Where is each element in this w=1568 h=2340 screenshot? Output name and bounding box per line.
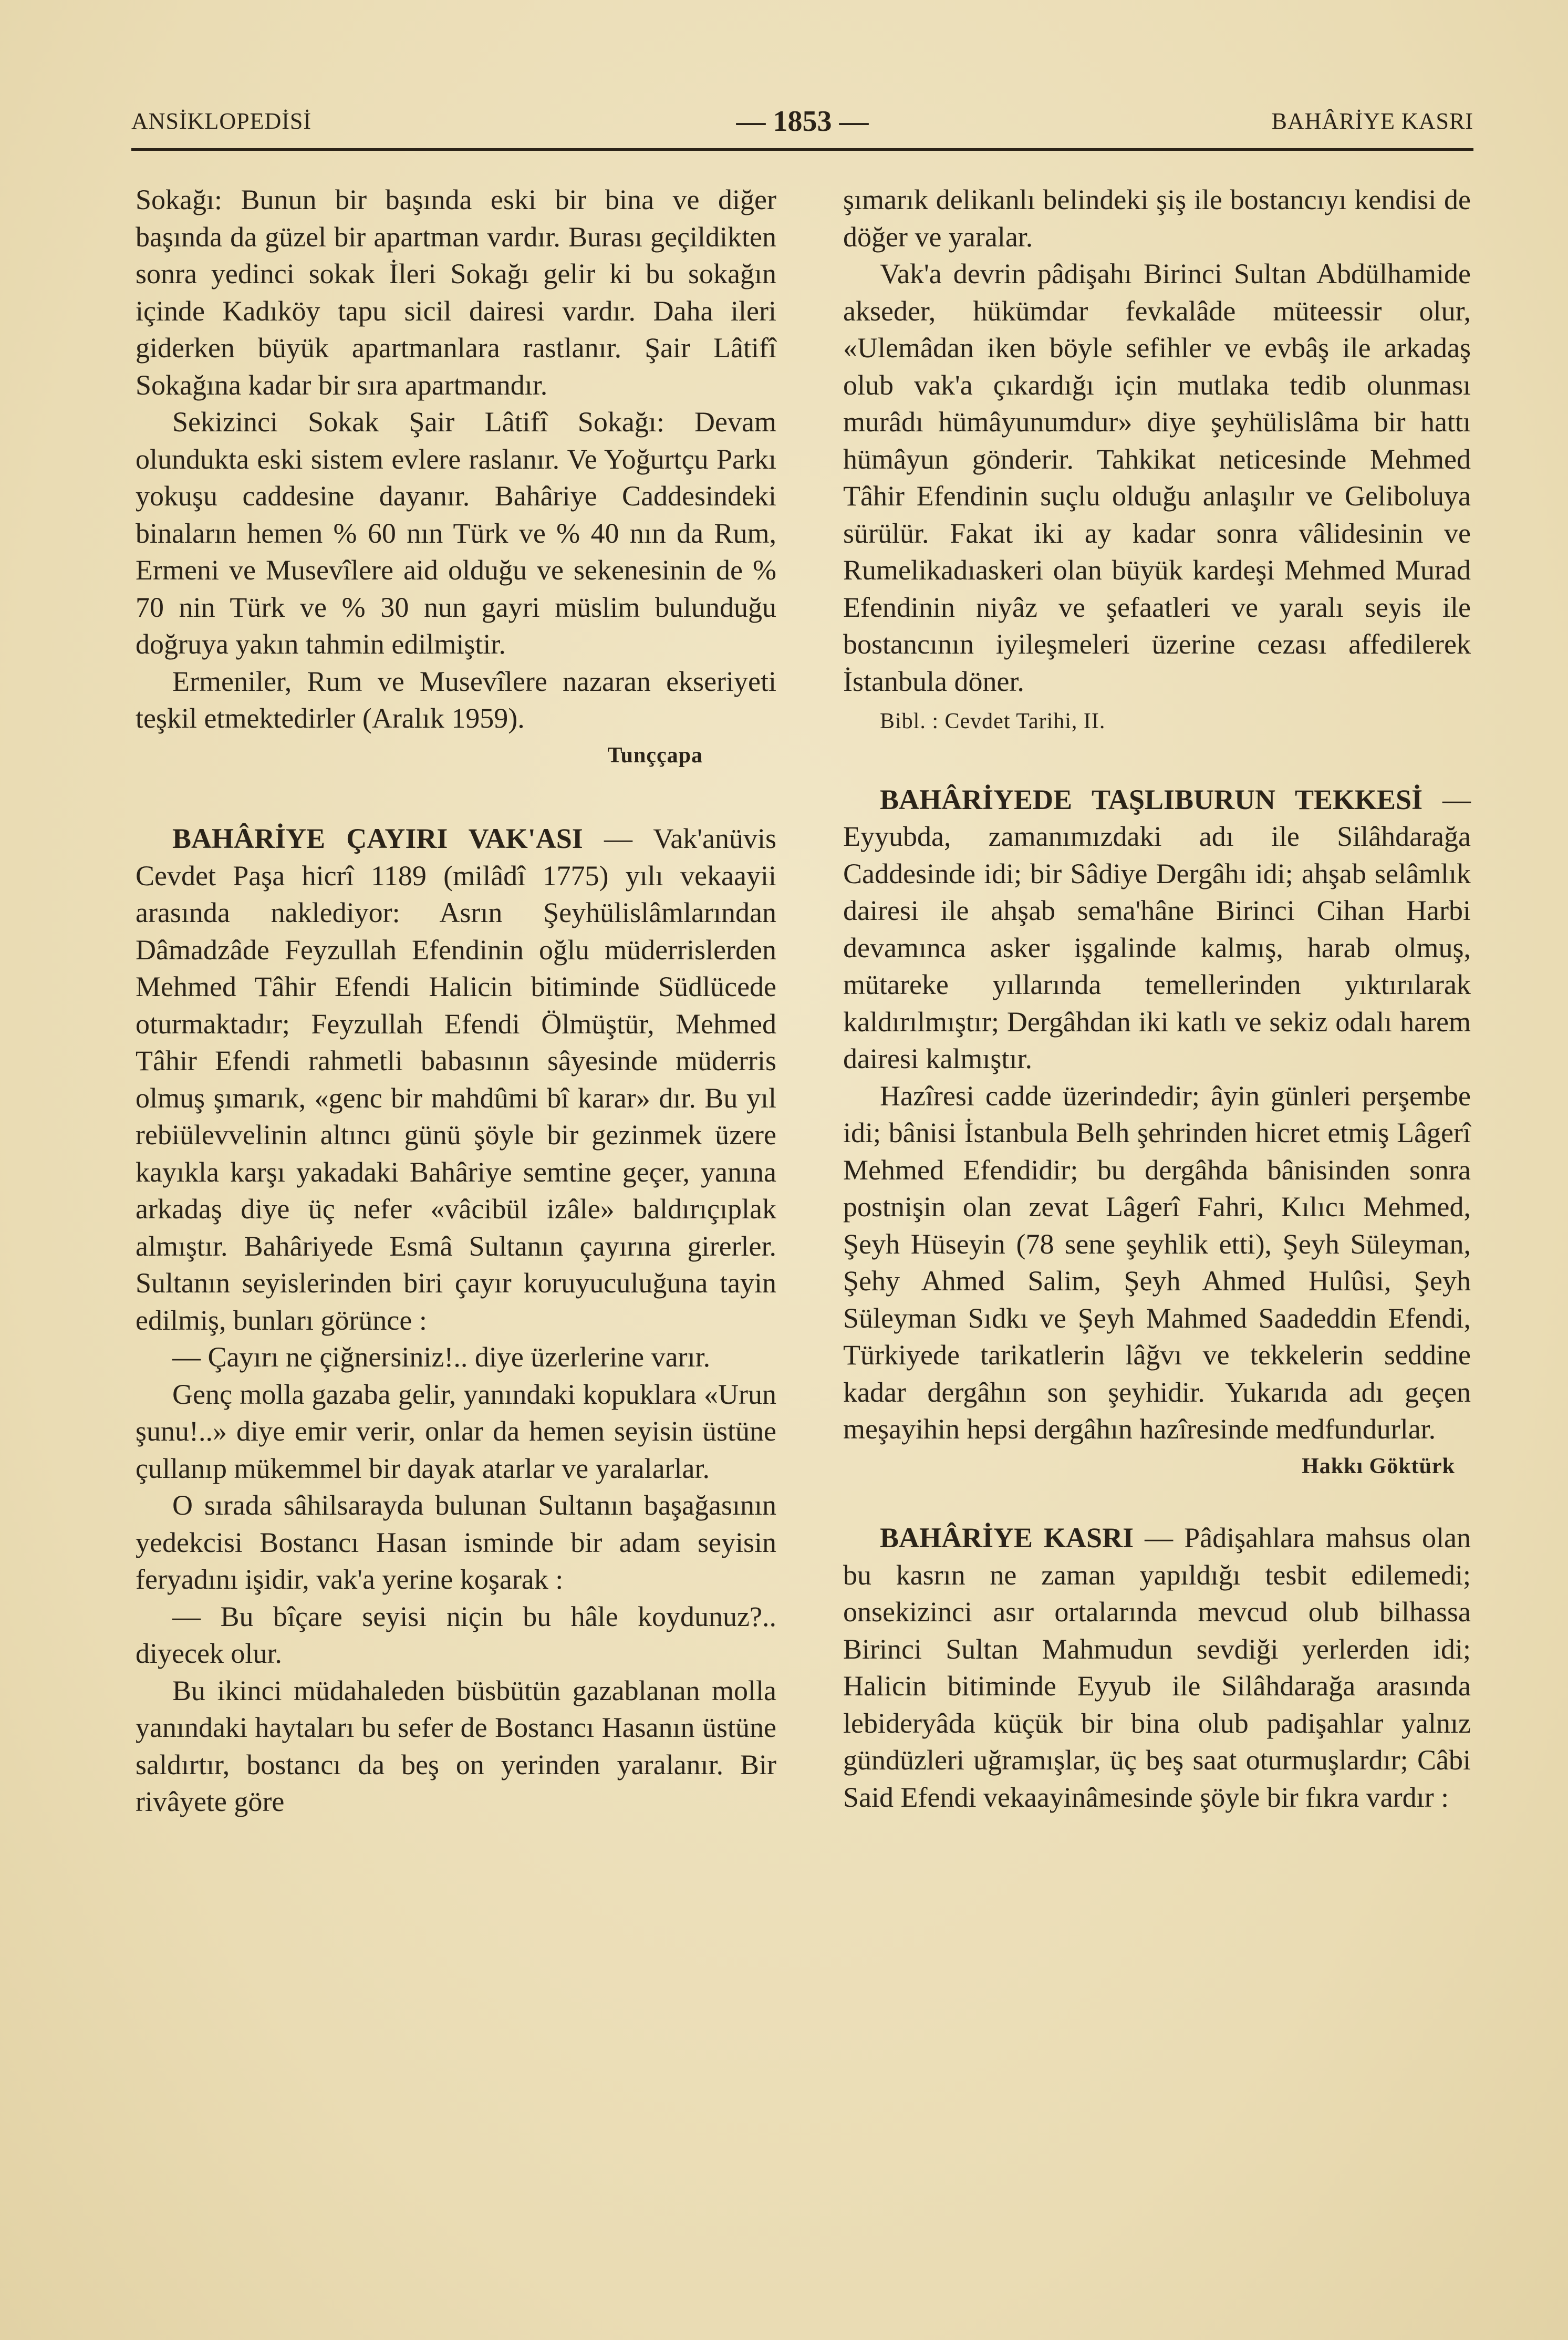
bibliography: Bibl. : Cevdet Tarihi, II. bbox=[880, 709, 1106, 733]
article-text: — Pâdişahlara mahsus olan bu kasrın ne zaman yapıldığı tesbit edilemedi; onsekizinci asır ortalarında mevcud olub bilhassa Birinci Sultan Mahmudun sevdiği yerlerden idi; Halicin bitiminde Eyyub ile Silâhdarağa arasında lebideryâda küçük bir bina olub padişahlar yalnız gündüzleri uğramışlar, üç beş saat oturmuşlardır; Câbi Said Efendi vekaayinâmesinde şöyle bir fıkra vardır : bbox=[843, 1522, 1471, 1813]
author-signature: Hakkı Göktürk bbox=[1302, 1454, 1455, 1478]
article-entry bbox=[136, 820, 776, 1339]
spacer bbox=[843, 740, 1471, 781]
paragraph: Sekizinci Sokak Şair Lâtifî Sokağı: Devam olundukta eski sistem evlere raslanır. Ve Yoğurtçu Parkı yokuşu caddesine dayanır. Bahâriye Caddesindeki binaların hemen % 60 nın Türk ve % 40 nın da Rum, Ermeni ve Musevîlere aid olduğu ve sekenesinin de % 70 nin Türk ve % 30 nun gayri müslim bulunduğu doğruya yakın tahmin edilmiştir. bbox=[136, 406, 776, 660]
paragraph: Hazîresi cadde üzerindedir; âyin günleri perşembe idi; bânisi İstanbula Belh şehrinden hicret etmiş Lâgerî Mehmed Efendidir; bu dergâhda bânisinden sonra postnişin olan zevat Lâgerî Fahri, Kılıcı Mehmed, Şeyh Hüseyin (78 sene şeyhlik etti), Şeyh Süleyman, Şehy Ahmed Salim, Şeyh Ahmed Hulûsi, Şeyh Süleyman Sıdkı ve Şeyh Mahmed Saadeddin Efendi, Türkiyede tarikatlerin lâğvı ve tekkelerin seddine kadar dergâhın son şeyhidir. Yukarıda adı geçen meşayihin hepsi dergâhın hazîresinde medfundurlar. bbox=[843, 1080, 1471, 1445]
paragraph: şımarık delikanlı belindeki şiş ile bostancıyı kendisi de döğer ve yaralar. bbox=[843, 184, 1471, 253]
paragraph: Vak'a devrin pâdişahı Birinci Sultan Abdülhamide akseder, hükümdar fevkalâde müteessir olur, «Ulemâdan iken böyle sefihler ve evbâş ile arkadaş olub vak'a çıkardığı için mutlaka tedib olunması murâdı hümâyunumdur» diye şeyhülislâma bir hattı hümâyun gönderir. Tahkikat neticesinde Mehmed Tâhir Efendinin suçlu olduğu anlaşılır ve Geliboluya sürülür. Fakat iki ay kadar sonra vâlidesinin ve Rumelikadıaskeri olan büyük kardeşi Mehmed Murad Efendinin niyâz ve şefaatleri ve yaralı seyis ile bostancının iyileşmeleri üzerine cezası affedilerek İstanbula döner. bbox=[843, 258, 1471, 697]
left-column bbox=[136, 181, 776, 1820]
article-entry bbox=[843, 781, 1471, 1078]
article-title: BAHÂRİYEDE TAŞLIBURUN TEKKESİ bbox=[880, 783, 1423, 815]
article-text: — Eyyubda, zamanımızdaki adı ile Silâhdarağa Caddesinde idi; bir Sâdiye Dergâhı idi; ahşab selâmlık dairesi ile ahşab sema'hâne Birinci Cihan Harbi devamınca asker işgalinde kalmış, harab olmuş, mütareke yıllarında temellerinden yıktırılarak kaldırılmıştır; Dergâhdan iki katlı ve sekiz odalı harem dairesi kalmıştır. bbox=[843, 783, 1471, 1074]
right-column bbox=[843, 181, 1471, 1816]
paragraph: Bu ikinci müdahaleden büsbütün gazablanan molla yanındaki haytaları bu sefer de Bostancı Hasanın üstüne saldırtır, bostancı da beş on yerinden yaralanır. Bir rivâyete göre bbox=[136, 1674, 776, 1817]
header-right: BAHÂRİYE KASRI bbox=[1271, 108, 1473, 134]
header-rule bbox=[131, 148, 1473, 151]
page-number: — 1853 — bbox=[736, 105, 869, 138]
article-entry bbox=[843, 1519, 1471, 1816]
paragraph: Sokağı: Bunun bir başında eski bir bina ve diğer başında da güzel bir apartman vardır. Burası geçildikten sonra yedinci sokak İleri Sokağı gelir ki bu sokağın içinde Kadıköy tapu sicil dairesi vardır. Daha ileri giderken büyük apartmanlara rastlanır. Şair Lâtifî Sokağına kadar bir sıra apartmandır. bbox=[136, 184, 776, 401]
header-left: ANSİKLOPEDİSİ bbox=[131, 108, 311, 134]
author-signature: Tunççapa bbox=[607, 743, 703, 768]
article-title: BAHÂRİYE KASRI bbox=[880, 1522, 1134, 1554]
paragraph: Genç molla gazaba gelir, yanındaki kopuklara «Urun şunu!..» diye emir verir, onlar da hemen seyisin üstüne çullanıp mükemmel bir dayak atarlar ve yaralarlar. bbox=[136, 1378, 776, 1484]
article-text: — Vak'anüvis Cevdet Paşa hicrî 1189 (milâdî 1775) yılı vekaayii arasında naklediyor: Asrın Şeyhülislâmlarından Dâmadzâde Feyzullah Efendinin oğlu müderrislerden Mehmed Tâhir Efendi Halicin bitiminde Südlücede oturmaktadır; Feyzullah Efendi Ölmüştür, Mehmed Tâhir Efendi rahmetli babasının sâyesinde müderris olmuş şımarık, «genc bir mahdûmi bî karar» dır. Bu yıl rebiülevvelinin altıncı günü şöyle bir gezinmek üzere kayıkla karşı yakadaki Bahâriye semtine geçer, yanına arkadaş diye üç nefer «vâcibül izâle» baldırıçıplak almıştır. Bahâriyede Esmâ Sultanın çayırına girerler. Sultanın seyislerinden biri çayır koruyuculuğuna tayin edilmiş, bunları görünce : bbox=[136, 823, 776, 1336]
spacer bbox=[136, 779, 776, 820]
paragraph: — Bu bîçare seyisi niçin bu hâle koydunuz?.. diyecek olur. bbox=[136, 1600, 776, 1669]
paragraph: Ermeniler, Rum ve Musevîlere nazaran ekseriyeti teşkil etmektedirler (Aralık 1959). bbox=[136, 665, 776, 734]
paragraph: — Çayırı ne çiğnersiniz!.. diye üzerlerine varır. bbox=[172, 1341, 711, 1373]
paragraph: O sırada sâhilsarayda bulunan Sultanın başağasının yedekcisi Bostancı Hasan isminde bir adam seyisin feryadını işidir, vak'a yerine koşarak : bbox=[136, 1489, 776, 1595]
article-title: BAHÂRİYE ÇAYIRI VAK'ASI bbox=[172, 823, 583, 854]
spacer bbox=[843, 1490, 1471, 1519]
